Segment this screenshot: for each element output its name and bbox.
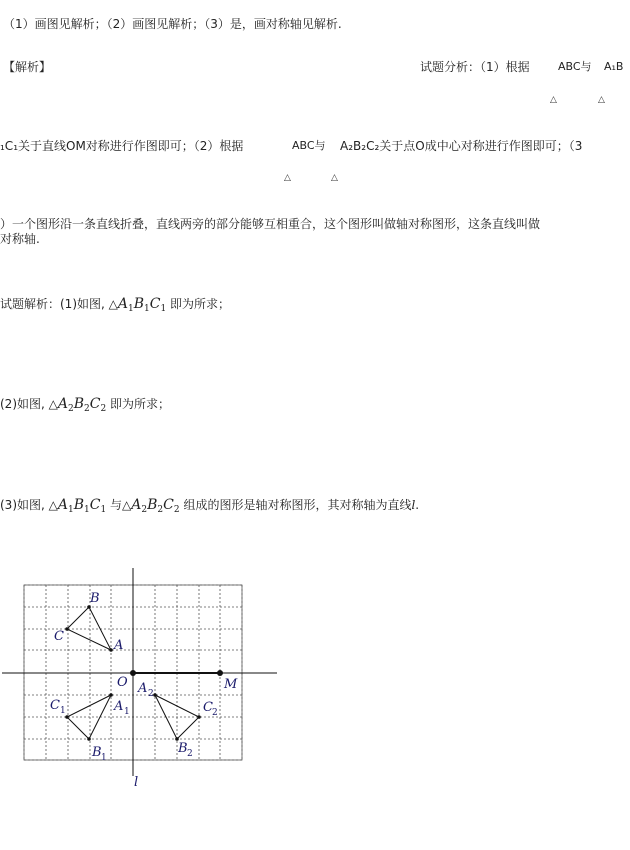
analysis-line-4: 对称轴. <box>0 232 40 246</box>
label-c1: C <box>50 698 60 713</box>
label-m: M <box>224 677 238 692</box>
analysis-header: 【解析】 <box>3 60 52 74</box>
label-a: A <box>114 638 124 653</box>
label-b2-sub: 2 <box>187 749 193 759</box>
label-c1-sub: 1 <box>60 706 66 716</box>
coordinate-grid-figure <box>0 560 290 805</box>
vertex-c <box>65 627 69 631</box>
math-triangle-a2b2c2: $A_2B_2C_2$ <box>57 396 107 414</box>
solution-3-prefix: (3)如图, △ <box>0 498 58 512</box>
label-a2-sub: 2 <box>148 689 154 699</box>
solution-1-suffix: 即为所求； <box>170 297 231 311</box>
label-b2: B <box>178 741 188 756</box>
solution-1-prefix: 试题解析：(1)如图, △ <box>0 297 118 311</box>
label-c2: C <box>203 700 213 715</box>
point-o <box>130 670 136 676</box>
analysis-intro: 试题分析：（1）根据 <box>420 60 530 74</box>
math-triangle-a1b1c1: $A_1B_1C_1$ <box>117 296 167 314</box>
solution-3-suffix: 组成的图形是轴对称图形，其对称轴为直线 <box>183 498 412 512</box>
label-b1: B <box>92 745 102 760</box>
solution-2-prefix: (2)如图, △ <box>0 397 58 411</box>
triangle-symbol: △ <box>550 95 557 105</box>
math-line-l: l <box>411 498 416 512</box>
math-triangle-a2b2c2: $A_2B_2C_2$ <box>131 497 180 515</box>
analysis-line-2b: A₂B₂C₂关于点O成中心对称进行作图即可；（3 <box>340 139 583 153</box>
analysis-line-3: ）一个图形沿一条直线折叠，直线两旁的部分能够互相重合，这个图形叫做轴对称图形，这条直线叫做 <box>0 217 541 231</box>
label-c2-sub: 2 <box>212 708 218 718</box>
solution-3 <box>0 497 419 518</box>
vertex-c1 <box>65 715 69 719</box>
label-c: C <box>54 629 64 644</box>
label-b: B <box>90 591 100 606</box>
triangle-abc <box>67 607 111 650</box>
label-l: l <box>134 775 139 790</box>
analysis-a1b1: A₁B <box>604 60 624 73</box>
analysis-abc-1: ABC与 <box>558 60 592 73</box>
label-a1: A <box>114 699 124 714</box>
label-o: O <box>117 675 128 690</box>
analysis-line-2a: ₁C₁关于直线OM对称进行作图即可；（2）根据 <box>0 139 244 153</box>
solution-1 <box>0 296 230 317</box>
label-a1-sub: 1 <box>124 707 130 717</box>
label-b1-sub: 1 <box>101 753 107 763</box>
solution-2-suffix: 即为所求； <box>110 397 171 411</box>
triangle-symbol: △ <box>331 173 338 183</box>
solution-3-end: . <box>415 498 420 512</box>
triangle-symbol: △ <box>284 173 291 183</box>
point-m <box>217 670 223 676</box>
vertex-b1 <box>87 737 91 741</box>
vertex-a <box>109 648 113 652</box>
solution-3-mid: 与△ <box>110 498 132 512</box>
math-triangle-a1b1c1: $A_1B_1C_1$ <box>57 497 107 515</box>
triangle-symbol: △ <box>598 95 605 105</box>
vertex-a2 <box>153 693 157 697</box>
analysis-abc-2: ABC与 <box>292 139 326 152</box>
solution-2 <box>0 396 170 417</box>
vertex-a1 <box>109 693 113 697</box>
answer-line: （1）画图见解析；（2）画图见解析；（3）是，画对称轴见解析. <box>3 17 342 31</box>
label-a2: A <box>138 681 148 696</box>
vertex-c2 <box>197 715 201 719</box>
